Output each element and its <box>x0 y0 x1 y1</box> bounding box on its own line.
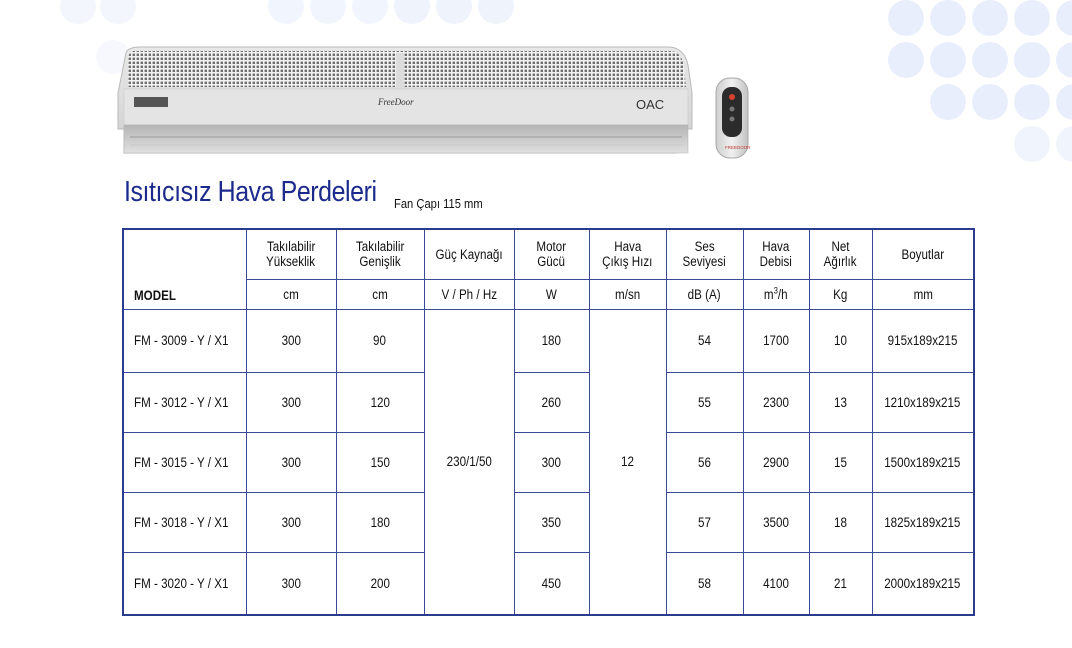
weight-cell: 18 <box>809 492 872 552</box>
dimensions-cell: 1500x189x215 <box>872 432 974 492</box>
column-header-motor-power: Motor Gücü <box>514 229 589 279</box>
page-title: Isıtıcısız Hava Perdeleri <box>124 176 377 208</box>
table-row <box>123 432 974 492</box>
column-header-airflow: Hava Debisi <box>743 229 809 279</box>
model-cell: FM - 3015 - Y / X1 <box>123 432 246 492</box>
height-cell: 300 <box>246 492 336 552</box>
model-cell: FM - 3018 - Y / X1 <box>123 492 246 552</box>
air-curtain-unit-image <box>116 45 694 157</box>
column-header-height: Takılabilir Yükseklik <box>246 229 336 279</box>
airflow-cell: 2900 <box>743 432 809 492</box>
noise-cell: 57 <box>666 492 743 552</box>
dimensions-cell: 915x189x215 <box>872 309 974 372</box>
unit-width: cm <box>336 279 424 309</box>
width-cell: 90 <box>336 309 424 372</box>
unit-weight: Kg <box>809 279 872 309</box>
column-header-noise-level: Ses Seviyesi <box>666 229 743 279</box>
motor-cell: 180 <box>514 309 589 372</box>
airflow-cell: 1700 <box>743 309 809 372</box>
width-cell: 180 <box>336 492 424 552</box>
table-row <box>123 552 974 615</box>
column-header-weight: Net Ağırlık <box>809 229 872 279</box>
weight-cell: 10 <box>809 309 872 372</box>
weight-cell: 15 <box>809 432 872 492</box>
column-header-dimensions: Boyutlar <box>872 229 974 279</box>
air-speed-cell: 12 <box>589 309 666 615</box>
motor-cell: 260 <box>514 372 589 432</box>
section-heading <box>124 176 483 211</box>
height-cell: 300 <box>246 552 336 615</box>
dimensions-cell: 2000x189x215 <box>872 552 974 615</box>
table-row <box>123 372 974 432</box>
height-cell: 300 <box>246 432 336 492</box>
width-cell: 150 <box>336 432 424 492</box>
remote-control-image <box>713 77 751 159</box>
weight-cell: 13 <box>809 372 872 432</box>
table-row <box>123 309 974 372</box>
width-cell: 200 <box>336 552 424 615</box>
model-cell: FM - 3009 - Y / X1 <box>123 309 246 372</box>
noise-cell: 56 <box>666 432 743 492</box>
unit-motor-power: W <box>514 279 589 309</box>
motor-cell: 450 <box>514 552 589 615</box>
noise-cell: 55 <box>666 372 743 432</box>
airflow-cell: 2300 <box>743 372 809 432</box>
column-header-width: Takılabilir Genişlik <box>336 229 424 279</box>
unit-brand-text: FreeDoor <box>378 97 414 107</box>
height-cell: 300 <box>246 372 336 432</box>
height-cell: 300 <box>246 309 336 372</box>
unit-power-supply: V / Ph / Hz <box>424 279 514 309</box>
unit-noise-level: dB (A) <box>666 279 743 309</box>
unit-airflow: $m^3/h$ <box>743 279 809 309</box>
table-row <box>123 492 974 552</box>
motor-cell: 350 <box>514 492 589 552</box>
width-cell: 120 <box>336 372 424 432</box>
noise-cell: 54 <box>666 309 743 372</box>
page-subtitle: Fan Çapı 115 mm <box>394 196 483 211</box>
header-row <box>123 229 974 279</box>
weight-cell: 21 <box>809 552 872 615</box>
spec-table <box>122 228 975 616</box>
unit-air-speed: m/sn <box>589 279 666 309</box>
airflow-cell: 3500 <box>743 492 809 552</box>
unit-height: cm <box>246 279 336 309</box>
unit-dimensions: mm <box>872 279 974 309</box>
motor-cell: 300 <box>514 432 589 492</box>
column-header-power-supply: Güç Kaynağı <box>424 229 514 279</box>
unit-row <box>123 279 974 309</box>
unit-logo-text: OAC <box>636 97 665 112</box>
column-header-model: MODEL <box>123 229 246 309</box>
column-header-air-speed: Hava Çıkış Hızı <box>589 229 666 279</box>
dimensions-cell: 1825x189x215 <box>872 492 974 552</box>
airflow-cell: 4100 <box>743 552 809 615</box>
dimensions-cell: 1210x189x215 <box>872 372 974 432</box>
model-cell: FM - 3012 - Y / X1 <box>123 372 246 432</box>
power-supply-cell: 230/1/50 <box>424 309 514 615</box>
model-cell: FM - 3020 - Y / X1 <box>123 552 246 615</box>
remote-brand-text: FREEDOOR <box>725 145 751 150</box>
noise-cell: 58 <box>666 552 743 615</box>
